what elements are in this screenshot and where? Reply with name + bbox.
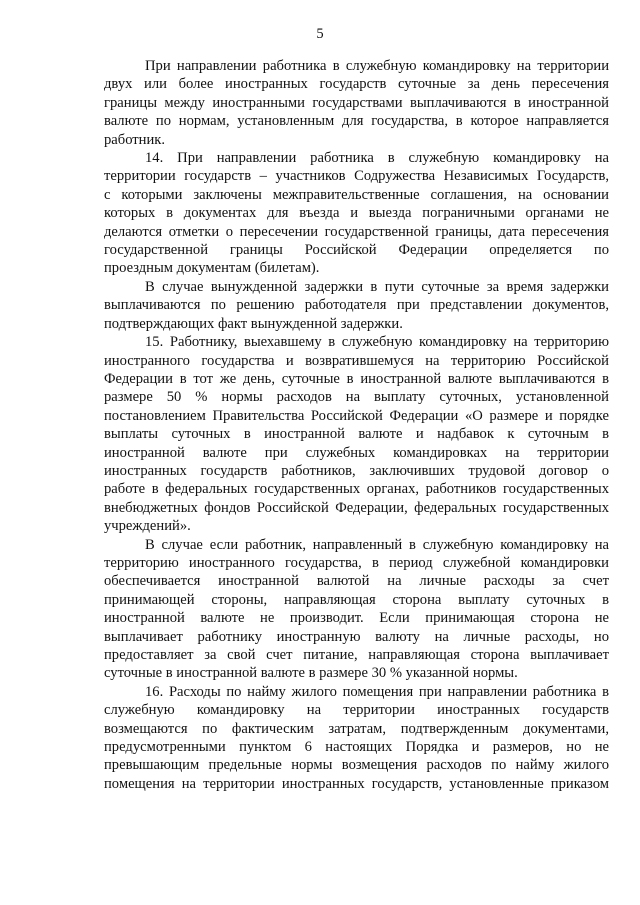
text-line: работе в федеральных государственных органах, работников государственных [104,481,609,498]
text-line: предусмотренными пунктом 6 настоящих Порядка и размеров, но не [104,739,609,756]
text-line: иностранных государств работников, заключивших трудовой договор о [104,462,609,479]
text-line: внебюджетных фондов Российской Федерации, федеральных государственных [104,499,609,516]
text-line: 14. При направлении работника в служебную командировку на [145,150,609,167]
text-line: В случае если работник, направленный в служебную командировку на [145,536,609,553]
paragraph [104,149,609,278]
text-line: работник. [104,131,166,148]
text-line: границы между иностранными государствами выплачиваются в иностранной [104,94,609,111]
text-line: выплачивает работнику иностранную валюту на личные расходы, но [104,628,609,645]
text-line: постановлением Правительства Российской Федерации «О размере и порядке [104,407,609,424]
text-line: учреждений». [104,518,191,535]
text-line: Федерации в тот же день, суточные в иностранной валюте выплачиваются в [104,370,609,387]
text-line: которых в документах для въезда и выезда пограничными органами не [104,205,609,222]
text-line: принимающей стороны, направляющая сторона выплату суточных в [104,591,609,608]
text-line: иностранного государства и возвратившемуся на территорию Российской [104,352,609,369]
text-line: подтверждающих факт вынужденной задержки. [104,315,403,332]
text-line: проездным документам (билетам). [104,260,320,277]
text-line: помещения на территории иностранных государств, установленные приказом [104,775,609,792]
text-line: 15. Работнику, выехавшему в служебную командировку на территорию [145,334,609,351]
text-line: предоставляет за свой счет питание, направляющая сторона выплачивает [104,647,609,663]
document-body [104,57,609,793]
text-line: территории государств – участников Содружества Независимых Государств, [104,168,609,185]
paragraph [104,278,609,333]
paragraph [104,683,609,793]
text-line: служебную командировку на территории иностранных государств [104,702,609,719]
text-line: суточные в иностранной валюте в размере 30 % указанной нормы. [104,665,518,682]
text-line: обеспечивается иностранной валютой на личные расходы за счет [104,573,609,590]
text-line: 16. Расходы по найму жилого помещения при направлении работника в [145,683,609,700]
text-line: превышающим предельные нормы возмещения расходов по найму жилого [104,757,609,774]
text-line: государственной границы Российской Федерации определяется по [104,242,609,259]
page-number: 5 [316,26,324,42]
text-line: с которыми заключены межправительственные соглашения, на основании [104,186,609,203]
text-line: выплачиваются по решению работодателя при представлении документов, [104,297,609,314]
paragraph [104,333,609,535]
text-line: иностранной валюте не производит. Если принимающая сторона не [104,610,609,627]
text-line: При направлении работника в служебную командировку на территории [145,58,609,74]
text-line: размере 50 % нормы расходов на выплату суточных, установленной [104,389,609,406]
text-line: делаются отметки о пересечении государственной границы, дата пересечения [104,223,609,240]
text-line: валюте по нормам, установленным для государства, в которое направляется [104,113,609,130]
text-line: возмещаются по фактическим затратам, подтвержденным документами, [104,720,609,737]
paragraph [104,536,609,683]
text-line: В случае вынужденной задержки в пути суточные за время задержки [145,278,609,295]
text-line: иностранной валюте при служебных командировках на территории [104,444,609,461]
text-line: двух или более иностранных государств суточные за день пересечения [104,76,609,93]
text-line: выплаты суточных в иностранной валюте и надбавок к суточным в [104,426,609,443]
text-line: территорию иностранного государства, в период служебной командировки [104,554,609,571]
paragraph [104,57,609,149]
